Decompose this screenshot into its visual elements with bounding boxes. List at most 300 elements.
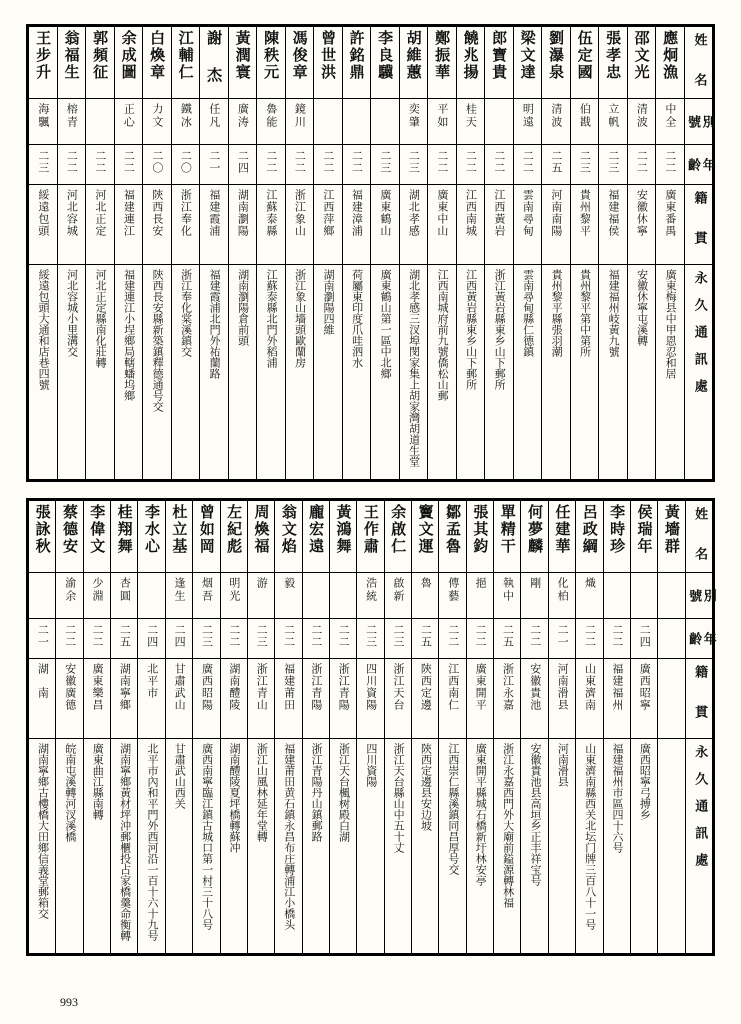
cell-text: 江蘇泰縣北門外稻浦: [265, 269, 279, 368]
cell-name: [656, 27, 685, 99]
cell-text: 二四: [173, 624, 187, 648]
cell-text: 魯: [419, 577, 433, 590]
cell-alias: [658, 573, 685, 619]
cell-text: 二〇: [150, 150, 164, 174]
cell-text: 福建福州市區四十六号: [611, 743, 625, 853]
cell-native: [314, 185, 343, 265]
cell-text: 翁文焰: [279, 504, 298, 555]
cell-text: 饒兆揚: [461, 30, 480, 81]
cell-native: [29, 659, 56, 739]
cell-alias: [428, 99, 457, 145]
cell-text: 龐宏遠: [307, 504, 326, 555]
cell-text: 雲南尋甸: [521, 189, 535, 237]
cell-name: [466, 501, 493, 573]
cell-text: 二二: [309, 624, 323, 648]
cell-address: [314, 265, 343, 480]
cell-text: 北平市: [145, 663, 159, 699]
cell-alias: [275, 573, 302, 619]
cell-alias: [399, 99, 428, 145]
cell-text: 奕肇: [407, 103, 421, 129]
cell-alias: [247, 573, 274, 619]
cell-text: 江蘇泰縣: [264, 189, 278, 237]
cell-text: 河北容城: [65, 189, 79, 237]
cell-text: 呂政綱: [580, 504, 599, 555]
cell-age: [138, 619, 165, 659]
row-label-alias: [684, 99, 715, 155]
cell-text: 王步升: [34, 30, 53, 81]
cell-text: 伯戡: [578, 103, 592, 129]
cell-alias: [576, 573, 603, 619]
cell-text: 廣東中山: [435, 189, 449, 237]
cell-text: 曾如岡: [197, 504, 216, 555]
cell-age: [371, 145, 400, 185]
cell-text: 福建霞浦北門外祐蘭路: [208, 269, 222, 379]
cell-text: 二一: [207, 150, 221, 174]
cell-name: [599, 27, 628, 99]
cell-native: [257, 185, 286, 265]
cell-text: 河北正定: [93, 189, 107, 237]
cell-address: [371, 265, 400, 480]
cell-address: [466, 739, 493, 954]
cell-age: [576, 619, 603, 659]
cell-text: 二一: [36, 624, 50, 648]
row-label-text: 永久通訊處: [692, 745, 708, 880]
table-row: [29, 265, 713, 480]
cell-text: 剛: [528, 577, 542, 590]
cell-alias: [630, 573, 657, 619]
cell-alias: [193, 573, 220, 619]
cell-text: 廣西昭寧: [638, 663, 652, 711]
cell-alias: [29, 573, 56, 619]
cell-name: [399, 27, 428, 99]
cell-alias: [302, 573, 329, 619]
cell-text: 廣東梅县中甲恩忍和居: [664, 269, 678, 379]
cell-text: 福建連江小埕鄉局轄蟠坞鄉: [122, 269, 136, 401]
cell-text: 清波: [549, 103, 563, 129]
cell-text: 浙江象山墻頭歐蘭房: [293, 269, 307, 368]
table-row: [29, 573, 713, 619]
cell-name: [200, 27, 229, 99]
cell-address: [302, 739, 329, 954]
cell-age: [521, 619, 548, 659]
cell-address: [143, 265, 172, 480]
row-label-text: 別 號: [685, 115, 715, 155]
cell-address: [193, 739, 220, 954]
cell-text: 杏圓: [118, 577, 132, 603]
cell-text: 任建華: [553, 504, 572, 555]
cell-alias: [521, 573, 548, 619]
cell-text: 二二: [337, 624, 351, 648]
cell-native: [439, 659, 466, 739]
cell-address: [285, 265, 314, 480]
cell-text: 甘肅武山西关: [173, 743, 187, 809]
cell-alias: [314, 99, 343, 145]
cell-name: [576, 501, 603, 573]
cell-address: [399, 265, 428, 480]
cell-text: 黃鴻舞: [334, 504, 353, 555]
cell-alias: [138, 573, 165, 619]
cell-native: [275, 659, 302, 739]
cell-text: 貴州黎平縣張羽潮: [550, 269, 564, 357]
cell-age: [466, 619, 493, 659]
cell-text: 二四: [145, 624, 159, 648]
cell-text: 江輔仁: [176, 30, 195, 81]
cell-text: 李良驥: [376, 30, 395, 81]
cell-native: [371, 185, 400, 265]
cell-name: [314, 27, 343, 99]
cell-text: 廣涛: [236, 103, 250, 129]
cell-name: [658, 501, 685, 573]
cell-name: [193, 501, 220, 573]
cell-text: 李時珍: [608, 504, 627, 555]
cell-address: [357, 739, 384, 954]
cell-text: 四川資陽: [364, 743, 378, 787]
cell-text: 河南滑县: [556, 743, 570, 787]
cell-address: [29, 265, 58, 480]
cell-age: [412, 619, 439, 659]
cell-name: [247, 501, 274, 573]
cell-age: [143, 145, 172, 185]
cell-name: [603, 501, 630, 573]
cell-age: [603, 619, 630, 659]
cell-text: 海颿: [36, 103, 50, 129]
cell-age: [228, 145, 257, 185]
cell-text: 廣西南寧臨江鎮古城口第一村三十八号: [200, 743, 214, 930]
page-number: 993: [60, 995, 78, 1009]
cell-text: 二四: [638, 624, 652, 648]
cell-name: [542, 27, 571, 99]
cell-text: 陝西定邊: [419, 663, 433, 711]
cell-alias: [513, 99, 542, 145]
cell-text: 江西黃岩縣東乡山下郵所: [464, 269, 478, 390]
cell-text: 福建莆田: [282, 663, 296, 711]
cell-text: 二二: [227, 624, 241, 648]
cell-age: [86, 145, 115, 185]
cell-text: 梁文達: [518, 30, 537, 81]
cell-alias: [57, 99, 86, 145]
cell-text: 余成圖: [119, 30, 138, 81]
cell-name: [412, 501, 439, 573]
cell-name: [456, 27, 485, 99]
cell-address: [513, 265, 542, 480]
cell-age: [627, 145, 656, 185]
cell-text: 浩統: [364, 577, 378, 603]
cell-name: [630, 501, 657, 573]
cell-address: [83, 739, 110, 954]
cell-text: 鄭振華: [433, 30, 452, 81]
cell-alias: [656, 99, 685, 145]
cell-native: [599, 185, 628, 265]
cell-native: [456, 185, 485, 265]
cell-address: [439, 739, 466, 954]
cell-text: 應炯漁: [661, 30, 680, 81]
cell-text: 任凡: [207, 103, 221, 129]
cell-text: 安徽休寧: [635, 189, 649, 237]
cell-text: 貴州黎平第中第所: [578, 269, 592, 357]
cell-native: [29, 185, 58, 265]
cell-text: 啟新: [392, 577, 405, 603]
cell-text: 浙江象山: [293, 189, 307, 237]
cell-text: 四川資陽: [364, 663, 378, 711]
cell-text: 許銘鼎: [347, 30, 366, 81]
cell-age: [114, 145, 143, 185]
cell-age: [302, 619, 329, 659]
cell-address: [412, 739, 439, 954]
cell-text: 劉瀑泉: [547, 30, 566, 81]
cell-native: [247, 659, 274, 739]
cell-name: [513, 27, 542, 99]
cell-text: 立帆: [606, 103, 620, 129]
cell-native: [143, 185, 172, 265]
cell-alias: [257, 99, 286, 145]
cell-text: 桂翔舞: [115, 504, 134, 555]
cell-text: 湖南寧鄉古樓橋大田鄉信義堂郵箱交: [36, 743, 50, 919]
cell-address: [521, 739, 548, 954]
cell-text: 河北正定縣南化莊轉: [94, 269, 108, 368]
cell-age: [513, 145, 542, 185]
cell-age: [329, 619, 356, 659]
cell-age: [456, 145, 485, 185]
cell-age: [200, 145, 229, 185]
cell-text: 二二: [663, 150, 677, 174]
cell-native: [384, 659, 411, 739]
cell-text: 二四: [236, 150, 250, 174]
cell-name: [228, 27, 257, 99]
cell-address: [111, 739, 138, 954]
cell-age: [275, 619, 302, 659]
cell-text: 荷屬東印度爪哇泗水: [350, 269, 364, 368]
cell-native: [86, 185, 115, 265]
cell-text: 少淵: [91, 577, 105, 603]
cell-text: 何夢麟: [526, 504, 545, 555]
cell-text: 皖南屯溪轉河汊溪橋: [63, 743, 77, 842]
cell-text: 二五: [118, 624, 132, 648]
cell-alias: [114, 99, 143, 145]
cell-text: 二三: [364, 624, 378, 648]
cell-address: [171, 265, 200, 480]
cell-name: [83, 501, 110, 573]
cell-address: [342, 265, 371, 480]
cell-text: 執中: [501, 577, 515, 603]
row-label-address: [685, 739, 712, 954]
cell-address: [485, 265, 514, 480]
cell-address: [86, 265, 115, 480]
cell-text: 二二: [583, 624, 597, 648]
cell-text: 二二: [464, 150, 478, 174]
cell-name: [171, 27, 200, 99]
cell-native: [485, 185, 514, 265]
cell-text: 二二: [610, 624, 624, 648]
cell-text: 綏遠包頭大通和店巷四號: [37, 269, 51, 390]
cell-age: [342, 145, 371, 185]
cell-text: 廣東樂昌: [91, 663, 105, 711]
cell-text: 湖北孝感三汊埠閔家集上胡家灣胡道生堂: [407, 269, 421, 467]
cell-native: [171, 185, 200, 265]
cell-text: 白煥章: [148, 30, 167, 81]
cell-age: [314, 145, 343, 185]
cell-text: 鏡川: [293, 103, 307, 129]
cell-age: [439, 619, 466, 659]
cell-text: 二二: [63, 624, 77, 648]
cell-address: [630, 739, 657, 954]
cell-alias: [329, 573, 356, 619]
cell-alias: [171, 99, 200, 145]
cell-text: 安徽貴池: [528, 663, 542, 711]
cell-native: [428, 185, 457, 265]
cell-text: 陝西長安縣新築鎮釋德通号交: [151, 269, 165, 412]
cell-age: [165, 619, 192, 659]
table-row: [29, 739, 713, 954]
cell-text: 二三: [200, 624, 214, 648]
cell-age: [384, 619, 411, 659]
cell-text: 馮俊章: [290, 30, 309, 81]
cell-alias: [143, 99, 172, 145]
cell-text: 黃潤寰: [233, 30, 252, 81]
cell-text: 二〇: [179, 150, 193, 174]
cell-age: [428, 145, 457, 185]
cell-text: 湖南瀏陽: [236, 189, 250, 237]
cell-text: 河北容城小里溝交: [65, 269, 79, 357]
cell-address: [165, 739, 192, 954]
cell-text: 李水心: [143, 504, 162, 555]
cell-native: [57, 185, 86, 265]
cell-text: 湖北孝感: [407, 189, 421, 237]
cell-text: 郭頻征: [91, 30, 110, 81]
cell-address: [275, 739, 302, 954]
cell-name: [275, 501, 302, 573]
cell-text: 翁福生: [62, 30, 81, 81]
cell-native: [357, 659, 384, 739]
cell-text: 浙江青山: [255, 663, 269, 711]
cell-age: [548, 619, 575, 659]
cell-name: [357, 501, 384, 573]
cell-age: [29, 619, 56, 659]
cell-address: [247, 739, 274, 954]
cell-text: 陝西長安: [150, 189, 164, 237]
cell-text: 二二: [282, 624, 296, 648]
cell-native: [165, 659, 192, 739]
cell-text: 河南南陽: [549, 189, 563, 237]
cell-age: [542, 145, 571, 185]
cell-name: [56, 501, 83, 573]
cell-text: 貴州黎平: [578, 189, 592, 237]
cell-native: [412, 659, 439, 739]
cell-text: 余啟仁: [389, 504, 408, 555]
cell-text: 二三: [378, 150, 392, 174]
cell-text: 烟吾: [200, 577, 214, 603]
cell-text: 福建福侯: [606, 189, 620, 237]
cell-text: 福建莆田黄石鎮永昌布庄轉浦江小橋头: [282, 743, 296, 930]
cell-name: [627, 27, 656, 99]
cell-text: 明遠: [521, 103, 535, 129]
cell-text: 熾: [583, 577, 597, 590]
cell-text: 傳藝: [446, 577, 460, 603]
cell-alias: [570, 99, 599, 145]
cell-name: [165, 501, 192, 573]
row-label-text: 籍 貫: [691, 191, 707, 250]
cell-native: [656, 185, 685, 265]
cell-text: 湖南瀏陽四維: [322, 269, 336, 335]
cell-text: 張其鈞: [471, 504, 490, 555]
cell-text: 游: [255, 577, 269, 590]
cell-text: 湖南寧鄉: [118, 663, 132, 711]
cell-text: 鐵冰: [179, 103, 193, 129]
cell-text: 安徽廣德: [63, 663, 77, 711]
cell-name: [111, 501, 138, 573]
cell-name: [570, 27, 599, 99]
cell-text: 廣西昭陽: [200, 663, 214, 711]
cell-text: 浙江山風林延年堂轉: [255, 743, 269, 842]
cell-text: 江西崇仁縣溪鎮同昌厚号交: [446, 743, 460, 875]
cell-name: [428, 27, 457, 99]
cell-age: [257, 145, 286, 185]
cell-name: [114, 27, 143, 99]
cell-name: [57, 27, 86, 99]
cell-text: 二二: [635, 150, 649, 174]
cell-age: [599, 145, 628, 185]
table-row: [29, 145, 713, 185]
cell-alias: [542, 99, 571, 145]
table-gap: [26, 482, 715, 498]
cell-name: [485, 27, 514, 99]
cell-alias: [603, 573, 630, 619]
cell-native: [83, 659, 110, 739]
cell-alias: [342, 99, 371, 145]
cell-native: [228, 185, 257, 265]
cell-name: [29, 501, 56, 573]
cell-text: 浙江天台: [392, 663, 405, 711]
cell-text: 江西萍鄉: [321, 189, 335, 237]
cell-text: 李偉文: [88, 504, 107, 555]
cell-text: 福建福州: [610, 663, 624, 711]
cell-age: [485, 145, 514, 185]
cell-text: 廣西昭寧弓搏乡: [638, 743, 652, 820]
cell-age: [656, 145, 685, 185]
cell-text: 侯瑞年: [635, 504, 654, 555]
cell-text: 廣東鶴山第一區中北鄉: [379, 269, 393, 379]
row-label-address: [684, 265, 713, 480]
cell-native: [329, 659, 356, 739]
cell-text: 湖南醴陵夏坪橋轉蘇冲: [228, 743, 242, 853]
cell-text: 清波: [635, 103, 649, 129]
cell-age: [399, 145, 428, 185]
cell-native: [220, 659, 247, 739]
cell-name: [384, 501, 411, 573]
cell-text: 浙江永嘉: [501, 663, 515, 711]
cell-text: 湖南寧鄉黃材坪沖郵櫃投占家橋羹命衡轉: [118, 743, 132, 941]
cell-alias: [627, 99, 656, 145]
cell-text: 竇文運: [416, 504, 435, 555]
cell-text: 杜立基: [170, 504, 189, 555]
cell-native: [521, 659, 548, 739]
cell-text: 二二: [492, 150, 506, 174]
cell-address: [57, 265, 86, 480]
cell-name: [342, 27, 371, 99]
cell-text: 毅: [282, 577, 296, 590]
cell-text: 陝西定邊县安边坡: [419, 743, 433, 831]
cell-text: 江西南仁: [446, 663, 460, 711]
cell-age: [220, 619, 247, 659]
cell-age: [570, 145, 599, 185]
cell-text: 伍定國: [575, 30, 594, 81]
cell-native: [658, 659, 685, 739]
cell-text: 浙江青陽丹山鎮郵路: [310, 743, 324, 842]
cell-native: [466, 659, 493, 739]
cell-address: [29, 739, 56, 954]
row-label-text: 年 齡: [685, 158, 715, 198]
cell-alias: [220, 573, 247, 619]
cell-text: 單精干: [498, 504, 517, 555]
